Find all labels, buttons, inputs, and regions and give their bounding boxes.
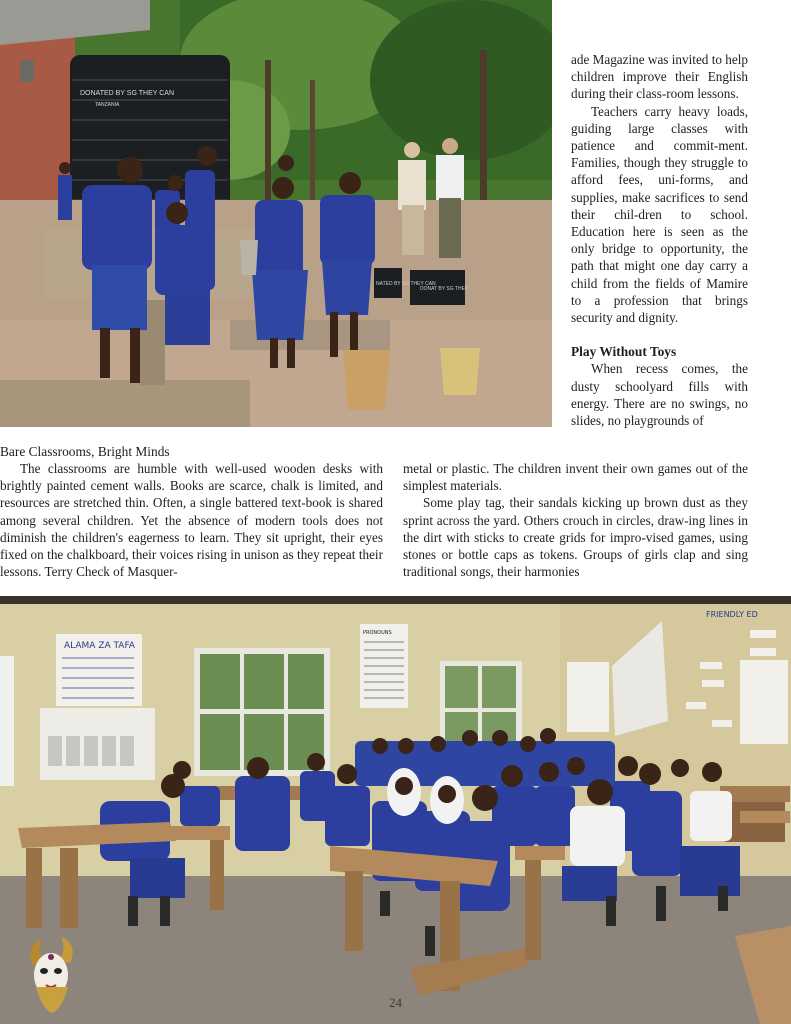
schoolyard-photo bbox=[0, 0, 552, 427]
tank-label-1: DONATED BY SG THEY CAN bbox=[80, 90, 175, 97]
right-paragraph-2: Teachers carry heavy loads, guiding large classes with patience and commit-ment. Families, though they struggle to afford fees, uni-forms, and supplies, make sacrifices to send their chil-dren to school. Education here is seen as the only bridge to opportunity, the path that might one day carry a child from the fields of Mamire to a profession that brings security and dignity. bbox=[571, 103, 748, 326]
poster-friendly-title: FRIENDLY ED bbox=[706, 610, 758, 619]
right-paragraph-1: ade Magazine was invited to help children improve their English during their class-room lessons. bbox=[571, 52, 748, 102]
right-paragraph-3: When recess comes, the dusty schoolyard fills with energy. There are no swings, no slides, no playgrounds of bbox=[571, 361, 748, 429]
section-heading-play: Play Without Toys bbox=[571, 344, 677, 360]
can-label-1: NATED BY SG THEY CAN bbox=[376, 281, 436, 287]
left-paragraph-1: The classrooms are humble with well-used wooden desks with brightly painted cement walls. Books are scarce, chalk is limited, and resources are stretched thin. Often, a single battered text-book is shared among several children. Yet the absence of modern tools does not diminish the children's eagerness to learn. They sit upright, their eyes fixed on the chalkboard, their voices rising in unison as they repeat their lessons. Terry Check of Masquer- bbox=[0, 461, 383, 580]
page-number: 24 bbox=[389, 995, 402, 1010]
schoolyard-photo-art bbox=[0, 0, 552, 427]
left-column-text bbox=[0, 443, 383, 580]
mid-paragraph-1: metal or plastic. The children invent their own games out of the simplest materials. bbox=[403, 461, 748, 494]
middle-column-text bbox=[403, 460, 748, 580]
tank-label-2: TANZANIA bbox=[95, 102, 120, 108]
poster-pronouns-title: PRONOUNS bbox=[363, 630, 392, 636]
classroom-photo bbox=[0, 596, 791, 1024]
mid-paragraph-2: Some play tag, their sandals kicking up brown dust as they sprint across the yard. Others crouch in circles, draw-ing lines in the dirt with sticks to create grids for impro-vised games, using stones or bottle caps as tokens. Groups of girls clap and sing traditional songs, their harmonies bbox=[403, 495, 748, 580]
can-label-2: DONAT BY SG THEY bbox=[420, 286, 469, 292]
right-column-text bbox=[571, 51, 748, 429]
classroom-photo-art bbox=[0, 596, 791, 1024]
poster-alama-title: ALAMA ZA TAFA bbox=[64, 641, 135, 651]
section-heading-classrooms: Bare Classrooms, Bright Minds bbox=[0, 444, 170, 459]
